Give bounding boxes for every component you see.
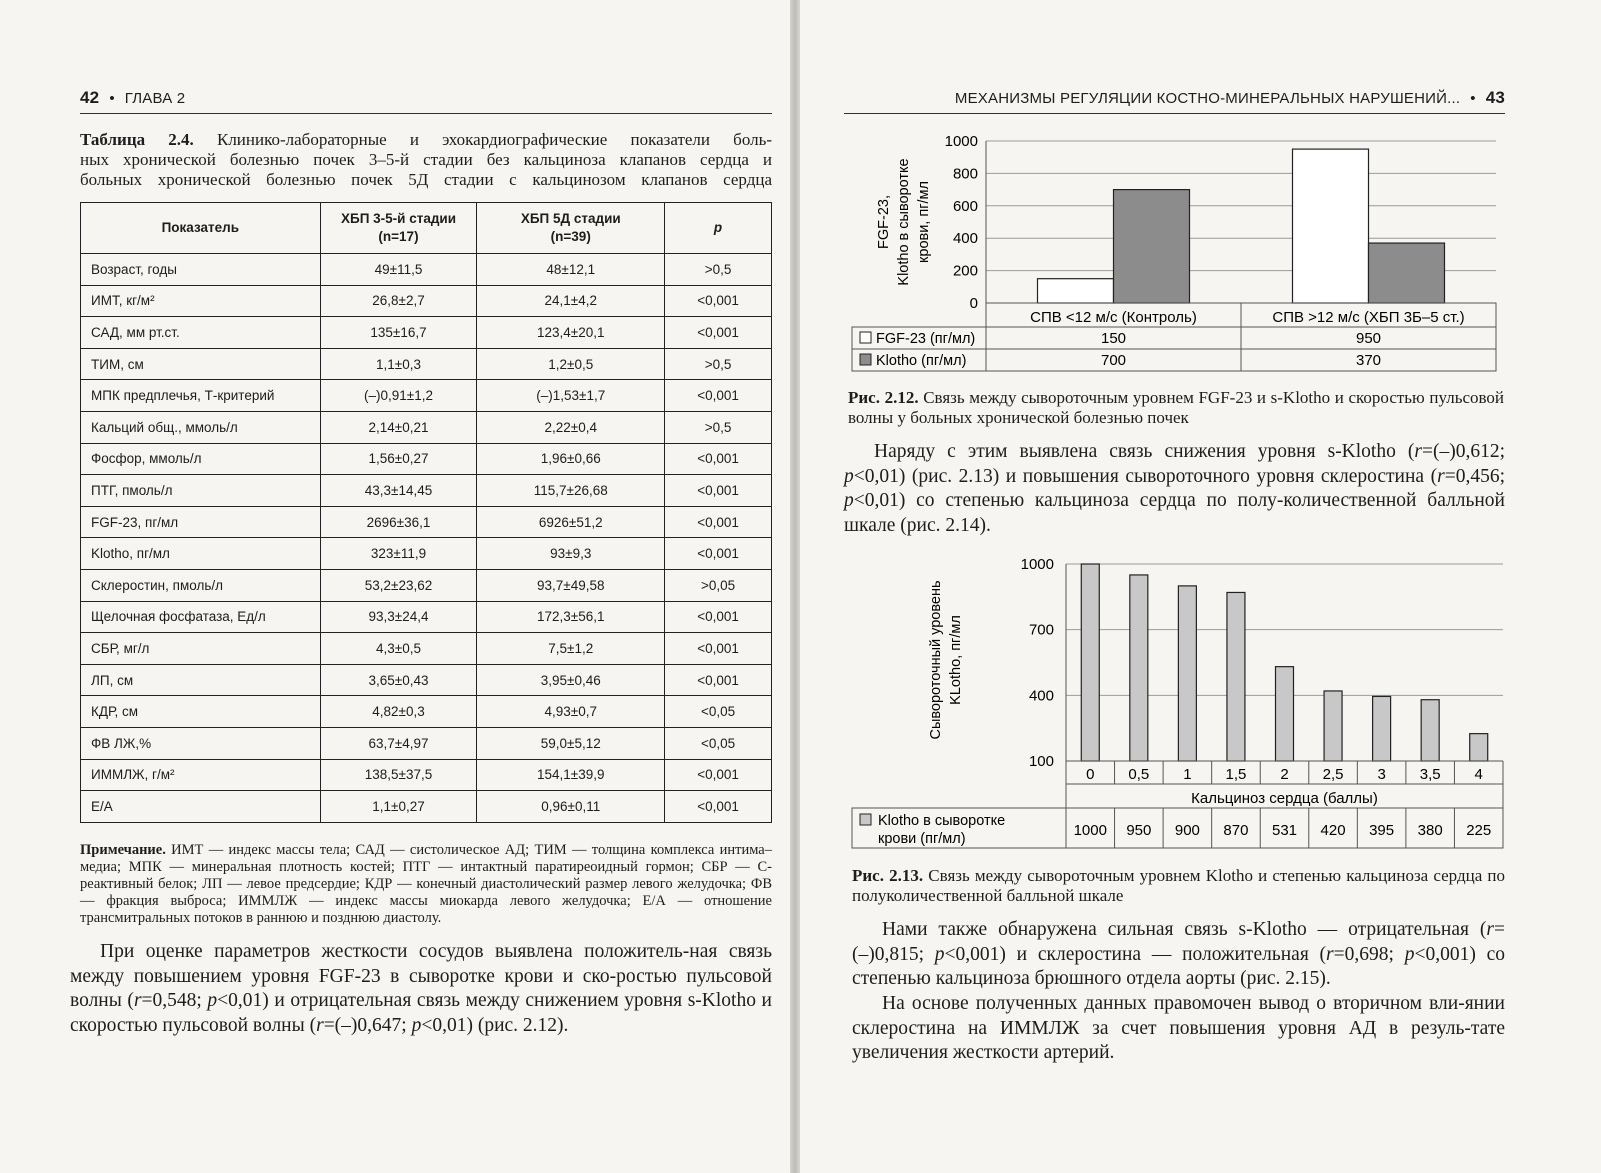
data-value-label: 225	[1466, 822, 1492, 839]
text-run: <0,01) (рис. 2.12).	[421, 1014, 569, 1036]
y-tick-label: 1000	[944, 133, 978, 150]
chapter-label: ГЛАВА 2	[124, 89, 186, 107]
group2-cell: 154,1±39,9	[477, 759, 665, 791]
p-value-cell: <0,001	[665, 538, 772, 570]
group1-cell: 63,7±4,97	[320, 727, 477, 759]
page-number: 43	[1485, 88, 1505, 107]
italic-r: r	[133, 990, 142, 1011]
table-row	[81, 506, 772, 538]
p-value-cell: >0,5	[665, 411, 772, 443]
text-run: <0,01) (рис. 2.13) и повышения сывороточного уровня склеростина (	[853, 465, 1438, 487]
left-page	[0, 0, 790, 1173]
figure-2-12-chart	[800, 0, 1601, 380]
header-group1	[320, 203, 477, 254]
table-row	[81, 759, 772, 791]
text-run: =0,548;	[141, 990, 208, 1011]
data-value-label: 700	[1100, 352, 1127, 369]
indicator-cell: ИММЛЖ, г/м²	[81, 759, 321, 791]
text-run: При оценке параметров жесткости сосудов выявлена положитель-ная связь между повышением уровня FGF-23 в сыворотке крови и ско-ростью пульсовой волны (	[70, 941, 772, 1011]
x-tick-label: 3	[1377, 766, 1386, 783]
fig12-text: Связь между сывороточным уровнем FGF-23 и s-Klotho и скоростью пульсовой волны у больных хронической болезнью почек	[848, 388, 1505, 427]
table-row	[81, 285, 772, 317]
p-value-cell: <0,001	[665, 633, 772, 665]
group2-cell: 2,22±0,4	[477, 411, 665, 443]
italic-r: r	[1414, 441, 1422, 462]
bar-klotho	[1421, 700, 1439, 761]
group1-cell: 2696±36,1	[320, 506, 477, 538]
table-caption-label: Таблица 2.4.	[80, 130, 194, 149]
data-value-label: 531	[1271, 822, 1298, 839]
x-axis-label: Кальциноз сердца (баллы)	[1191, 790, 1378, 807]
indicator-cell: Klotho, пг/мл	[81, 538, 321, 570]
data-value-label: 420	[1320, 822, 1346, 839]
group2-cell: 59,0±5,12	[477, 727, 665, 759]
group1-cell: 49±11,5	[320, 254, 477, 286]
group1-cell: (–)0,91±1,2	[320, 380, 477, 412]
right-paragraph-3: На основе полученных данных правомочен вывод о вторичном вли-янии склеростина на ИММЛЖ за счет повышения уровня АД в резуль-тате увеличения жесткости артерий.	[852, 993, 1505, 1063]
italic-r: r	[316, 1014, 324, 1036]
indicator-cell: Фосфор, ммоль/л	[81, 443, 321, 475]
italic-p: p	[411, 1014, 422, 1036]
group2-cell: 172,3±56,1	[477, 601, 665, 633]
group1-cell: 138,5±37,5	[320, 759, 477, 791]
group2-n: (n=39)	[550, 229, 591, 244]
indicator-cell: FGF-23, пг/мл	[81, 506, 321, 538]
header-rule	[80, 113, 772, 114]
group1-cell: 1,1±0,27	[320, 791, 477, 823]
indicator-cell: КДР, см	[81, 696, 321, 728]
indicator-cell: Е/А	[81, 791, 321, 823]
bar-klotho	[1276, 667, 1294, 761]
indicator-cell: Щелочная фосфатаза, Ед/л	[81, 601, 321, 633]
table-row	[81, 664, 772, 696]
legend-label: FGF-23 (пг/мл)	[876, 331, 976, 347]
fig13-label: Рис. 2.13.	[852, 866, 924, 885]
group2-cell: 93,7±49,58	[477, 569, 665, 601]
x-tick-label: 2	[1280, 766, 1289, 783]
bar-klotho	[1324, 691, 1342, 761]
bar-klotho	[1178, 586, 1196, 761]
group2-cell: 7,5±1,2	[477, 633, 665, 665]
indicator-cell: Кальций общ., ммоль/л	[81, 411, 321, 443]
x-tick-label: 1,5	[1225, 766, 1247, 783]
table-row	[81, 443, 772, 475]
italic-r: r	[1437, 465, 1445, 487]
y-axis-label: KLotho, пг/мл	[948, 615, 964, 705]
bar-fgf23	[1038, 279, 1114, 303]
y-tick-label: 1000	[1020, 556, 1054, 573]
p-value-cell: <0,001	[665, 506, 772, 538]
text-run: =0,698;	[1333, 943, 1405, 965]
group2-cell: 93±9,3	[477, 538, 665, 570]
figure-2-12-caption	[848, 388, 1504, 428]
header-bullet: •	[109, 89, 115, 107]
text-run: <0,001) и склеростина — положительная (	[944, 943, 1327, 965]
italic-p: p	[1404, 943, 1415, 965]
group2-cell: 1,96±0,66	[477, 443, 665, 475]
bar-klotho	[1081, 564, 1099, 761]
p-value-cell: <0,001	[665, 601, 772, 633]
group1-cell: 4,82±0,3	[320, 696, 477, 728]
x-tick-label: 2,5	[1322, 766, 1344, 783]
italic-p: p	[934, 943, 945, 965]
x-tick-label: 0	[1086, 766, 1095, 783]
table-body	[81, 254, 772, 823]
group2-cell: 115,7±26,68	[477, 475, 665, 507]
table-row	[81, 601, 772, 633]
group1-cell: 2,14±0,21	[320, 411, 477, 443]
data-value-label: 150	[1100, 330, 1127, 347]
text-run: =(–)0,612;	[1421, 441, 1505, 462]
figure-2-13-caption	[852, 866, 1505, 906]
group1-cell: 1,1±0,3	[320, 348, 477, 380]
y-tick-label: 600	[952, 197, 978, 215]
data-value-label: 370	[1355, 352, 1382, 369]
bar-klotho	[1373, 696, 1391, 761]
table-row	[81, 348, 772, 380]
book-gutter	[790, 0, 800, 1173]
group1-cell: 4,3±0,5	[320, 633, 477, 665]
left-body-paragraph	[70, 940, 772, 1038]
table-header-row	[81, 203, 772, 254]
x-category-label: СПВ <12 м/с (Контроль)	[1030, 309, 1197, 326]
x-tick-label: 1	[1183, 766, 1192, 783]
legend-swatch	[860, 814, 871, 825]
table-row	[81, 317, 772, 349]
group2-cell: 0,96±0,11	[477, 791, 665, 823]
table-row	[81, 538, 772, 570]
note-text: ИМТ — индекс массы тела; САД — систолическое АД; ТИМ — толщина комплекса интима–медиа; МПК — минеральная плотность костей; ПТГ — интактный паратиреоидный гормон; СБР — С-реактивный белок; ЛП — левое предсердие; КДР — конечный диастолический размер левого желудочка; ФВ — фракция выброса; ИММЛЖ — индекс массы миокарда левого желудочка; Е/А — отношение трансмитральных потоков в раннюю и позднюю диастолу.	[80, 842, 772, 926]
y-axis-label: Klotho в сыворотке	[896, 158, 912, 286]
indicator-cell: ФВ ЛЖ,%	[81, 727, 321, 759]
text-run: =(–)0,647;	[323, 1014, 412, 1036]
table-row	[81, 727, 772, 759]
legend-label: Klotho в сыворотке	[878, 813, 1006, 829]
p-value-cell: <0,001	[665, 317, 772, 349]
data-value-label: 870	[1223, 822, 1249, 839]
group1-cell: 3,65±0,43	[320, 664, 477, 696]
y-tick-label: 400	[1028, 687, 1054, 705]
indicator-cell: Возраст, годы	[81, 254, 321, 286]
x-tick-label: 0,5	[1128, 766, 1150, 783]
y-axis-label: Сывороточный уровень	[928, 580, 944, 740]
y-tick-label: 100	[1028, 753, 1054, 770]
p-value-cell: >0,05	[665, 569, 772, 601]
header-group2	[477, 203, 665, 254]
bar-klotho	[1470, 734, 1488, 761]
data-value-label: 900	[1174, 822, 1200, 839]
x-tick-label: 3,5	[1419, 766, 1441, 783]
legend-swatch	[860, 354, 871, 365]
group2-cell: 4,93±0,7	[477, 696, 665, 728]
bar-klotho	[1114, 190, 1190, 303]
italic-p: p	[844, 490, 854, 511]
group1-cell: 1,56±0,27	[320, 443, 477, 475]
p-value-cell: <0,001	[665, 475, 772, 507]
y-tick-label: 200	[952, 262, 978, 280]
legend-label: крови (пг/мл)	[878, 831, 966, 847]
data-value-label: 950	[1355, 330, 1382, 347]
p-value-cell: <0,001	[665, 380, 772, 412]
group2-cell: (–)1,53±1,7	[477, 380, 665, 412]
group1-cell: 26,8±2,7	[320, 285, 477, 317]
table-row	[81, 475, 772, 507]
group2-cell: 48±12,1	[477, 254, 665, 286]
p-value-cell: <0,001	[665, 791, 772, 823]
table-row	[81, 696, 772, 728]
text-run: =(–)0,815;	[852, 919, 1505, 965]
legend-label: Klotho (пг/мл)	[876, 353, 967, 369]
legend-swatch	[860, 332, 871, 343]
table-caption	[80, 130, 772, 190]
y-tick-label: 400	[952, 230, 978, 248]
group1-cell: 43,3±14,45	[320, 475, 477, 507]
indicator-cell: ИМТ, кг/м²	[81, 285, 321, 317]
data-value-label: 950	[1126, 822, 1152, 839]
fig13-text: Связь между сывороточным уровнем Klotho и степенью кальциноза сердца по полуколичественной балльной шкале	[852, 866, 1505, 905]
table-row	[81, 569, 772, 601]
x-tick-label: 4	[1474, 766, 1483, 783]
indicator-cell: ТИМ, см	[81, 348, 321, 380]
bar-klotho	[1130, 575, 1148, 761]
text-run: <0,01) и отрицательная связь между снижением уровня s-Klotho и скоростью пульсовой волны (	[70, 990, 772, 1036]
indicator-cell: ЛП, см	[81, 664, 321, 696]
p-value-cell: <0,001	[665, 285, 772, 317]
left-running-header	[80, 88, 185, 108]
table-caption-line: Клинико-лабораторные и эхокардиографические показатели боль-	[216, 130, 773, 149]
y-axis-label: крови, пг/мл	[916, 181, 932, 263]
right-paragraph-2	[852, 918, 1505, 992]
table-row	[81, 633, 772, 665]
group2-name: ХБП 5Д стадии	[520, 211, 621, 226]
header-bullet: •	[1470, 89, 1476, 107]
p-value-cell: >0,5	[665, 254, 772, 286]
note-label: Примечание.	[80, 842, 166, 858]
italic-r: r	[1486, 919, 1494, 940]
text-run: =0,456;	[1444, 465, 1505, 487]
y-tick-label: 700	[1028, 621, 1054, 639]
bar-fgf23	[1293, 149, 1369, 303]
text-run: <0,01) со степенью кальциноза сердца по полу-количественной балльной шкале (рис. 2.14).	[844, 490, 1505, 536]
text-run: Наряду с этим выявлена связь снижения уровня s-Klotho (	[874, 441, 1415, 462]
table-caption-line: ных хронической болезнью почек 3–5-й стадии без кальциноза клапанов сердца и	[80, 150, 772, 169]
header-p-label: p	[713, 220, 723, 235]
p-value-cell: <0,001	[665, 759, 772, 791]
indicator-cell: СБР, мг/л	[81, 633, 321, 665]
p-value-cell: <0,001	[665, 664, 772, 696]
fig12-label: Рис. 2.12.	[848, 388, 919, 407]
table-row	[81, 380, 772, 412]
p-value-cell: <0,05	[665, 727, 772, 759]
italic-p: p	[207, 990, 218, 1011]
group1-cell: 135±16,7	[320, 317, 477, 349]
p-value-cell: <0,001	[665, 443, 772, 475]
indicator-cell: Склеростин, пмоль/л	[81, 569, 321, 601]
table-note	[80, 842, 772, 927]
p-value-cell: >0,5	[665, 348, 772, 380]
group2-cell: 24,1±4,2	[477, 285, 665, 317]
page-number: 42	[80, 88, 100, 107]
right-paragraph-1	[844, 440, 1505, 538]
text-run: <0,001) со степенью кальциноза брюшного отдела аорты (рис. 2.15).	[852, 943, 1505, 989]
group2-cell: 6926±51,2	[477, 506, 665, 538]
header-indicator: Показатель	[81, 203, 321, 254]
section-title: МЕХАНИЗМЫ РЕГУЛЯЦИИ КОСТНО-МИНЕРАЛЬНЫХ НАРУШЕНИЙ...	[954, 89, 1461, 107]
text-run: Нами также обнаружена сильная связь s-Klotho — отрицательная (	[882, 919, 1487, 940]
table-row	[81, 254, 772, 286]
group1-n: (n=17)	[378, 229, 419, 244]
group2-cell: 3,95±0,46	[477, 664, 665, 696]
indicator-cell: ПТГ, пмоль/л	[81, 475, 321, 507]
indicator-cell: МПК предплечья, Т-критерий	[81, 380, 321, 412]
y-axis-label: FGF-23,	[876, 195, 892, 249]
p-value-cell: <0,05	[665, 696, 772, 728]
data-value-label: 380	[1417, 822, 1443, 839]
data-value-label: 395	[1369, 822, 1395, 839]
bar-klotho	[1369, 243, 1445, 303]
group1-cell: 323±11,9	[320, 538, 477, 570]
table-row	[81, 411, 772, 443]
indicator-cell: САД, мм рт.ст.	[81, 317, 321, 349]
italic-r: r	[1326, 943, 1334, 965]
figure-2-13-chart	[800, 550, 1601, 860]
header-p	[665, 203, 772, 254]
data-value-label: 1000	[1073, 822, 1107, 839]
y-tick-label: 800	[952, 165, 978, 183]
x-category-label: СПВ >12 м/с (ХБП 3Б–5 ст.)	[1272, 309, 1465, 326]
group1-name: ХБП 3-5-й стадии	[340, 211, 456, 226]
group1-cell: 53,2±23,62	[320, 569, 477, 601]
y-tick-label: 0	[969, 295, 978, 312]
table-row	[81, 791, 772, 823]
group2-cell: 123,4±20,1	[477, 317, 665, 349]
right-page	[800, 0, 1601, 1173]
group2-cell: 1,2±0,5	[477, 348, 665, 380]
italic-p: p	[844, 465, 854, 487]
table-caption-line: больных хронической болезнью почек 5Д стадии с кальцинозом клапанов сердца	[80, 170, 772, 189]
group1-cell: 93,3±24,4	[320, 601, 477, 633]
bar-klotho	[1227, 592, 1245, 761]
data-table	[80, 202, 772, 823]
